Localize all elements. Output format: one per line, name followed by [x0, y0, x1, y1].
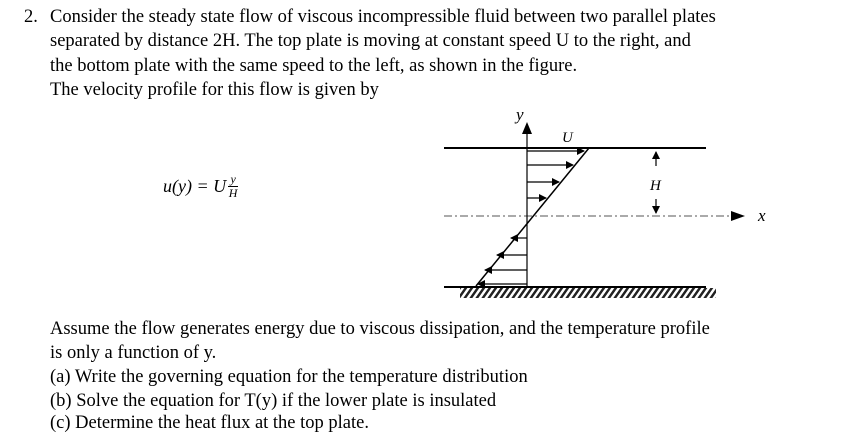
fraction-denominator: H [228, 186, 238, 200]
equation-lhs: u(y) = U [163, 176, 227, 196]
assume-line-1: Assume the flow generates energy due to viscous dissipation, and the temperature profile [50, 319, 710, 339]
height-h-label: H [650, 178, 661, 194]
bottom-plate-hatching [460, 288, 716, 298]
x-axis-label: x [758, 206, 766, 225]
velocity-profile-line [476, 148, 589, 286]
y-axis-label: y [516, 105, 524, 124]
assume-line-2: is only a function of y. [50, 343, 217, 363]
problem-number: 2. [24, 7, 38, 27]
intro-line-4: The velocity profile for this flow is given by [50, 80, 379, 100]
intro-line-2: separated by distance 2H. The top plate is moving at constant speed U to the right, and [50, 31, 691, 51]
intro-line-1: Consider the steady state flow of viscous incompressible fluid between two parallel plates [50, 7, 716, 27]
fraction-numerator: y [230, 172, 236, 186]
question-b: (b) Solve the equation for T(y) if the lower plate is insulated [50, 391, 497, 411]
question-a: (a) Write the governing equation for the temperature distribution [50, 367, 528, 387]
velocity-u-label: U [562, 130, 573, 146]
question-c: (c) Determine the heat flux at the top plate. [50, 413, 369, 433]
intro-line-3: the bottom plate with the same speed to the left, as shown in the figure. [50, 56, 578, 76]
x-axis-arrowhead [731, 211, 745, 221]
